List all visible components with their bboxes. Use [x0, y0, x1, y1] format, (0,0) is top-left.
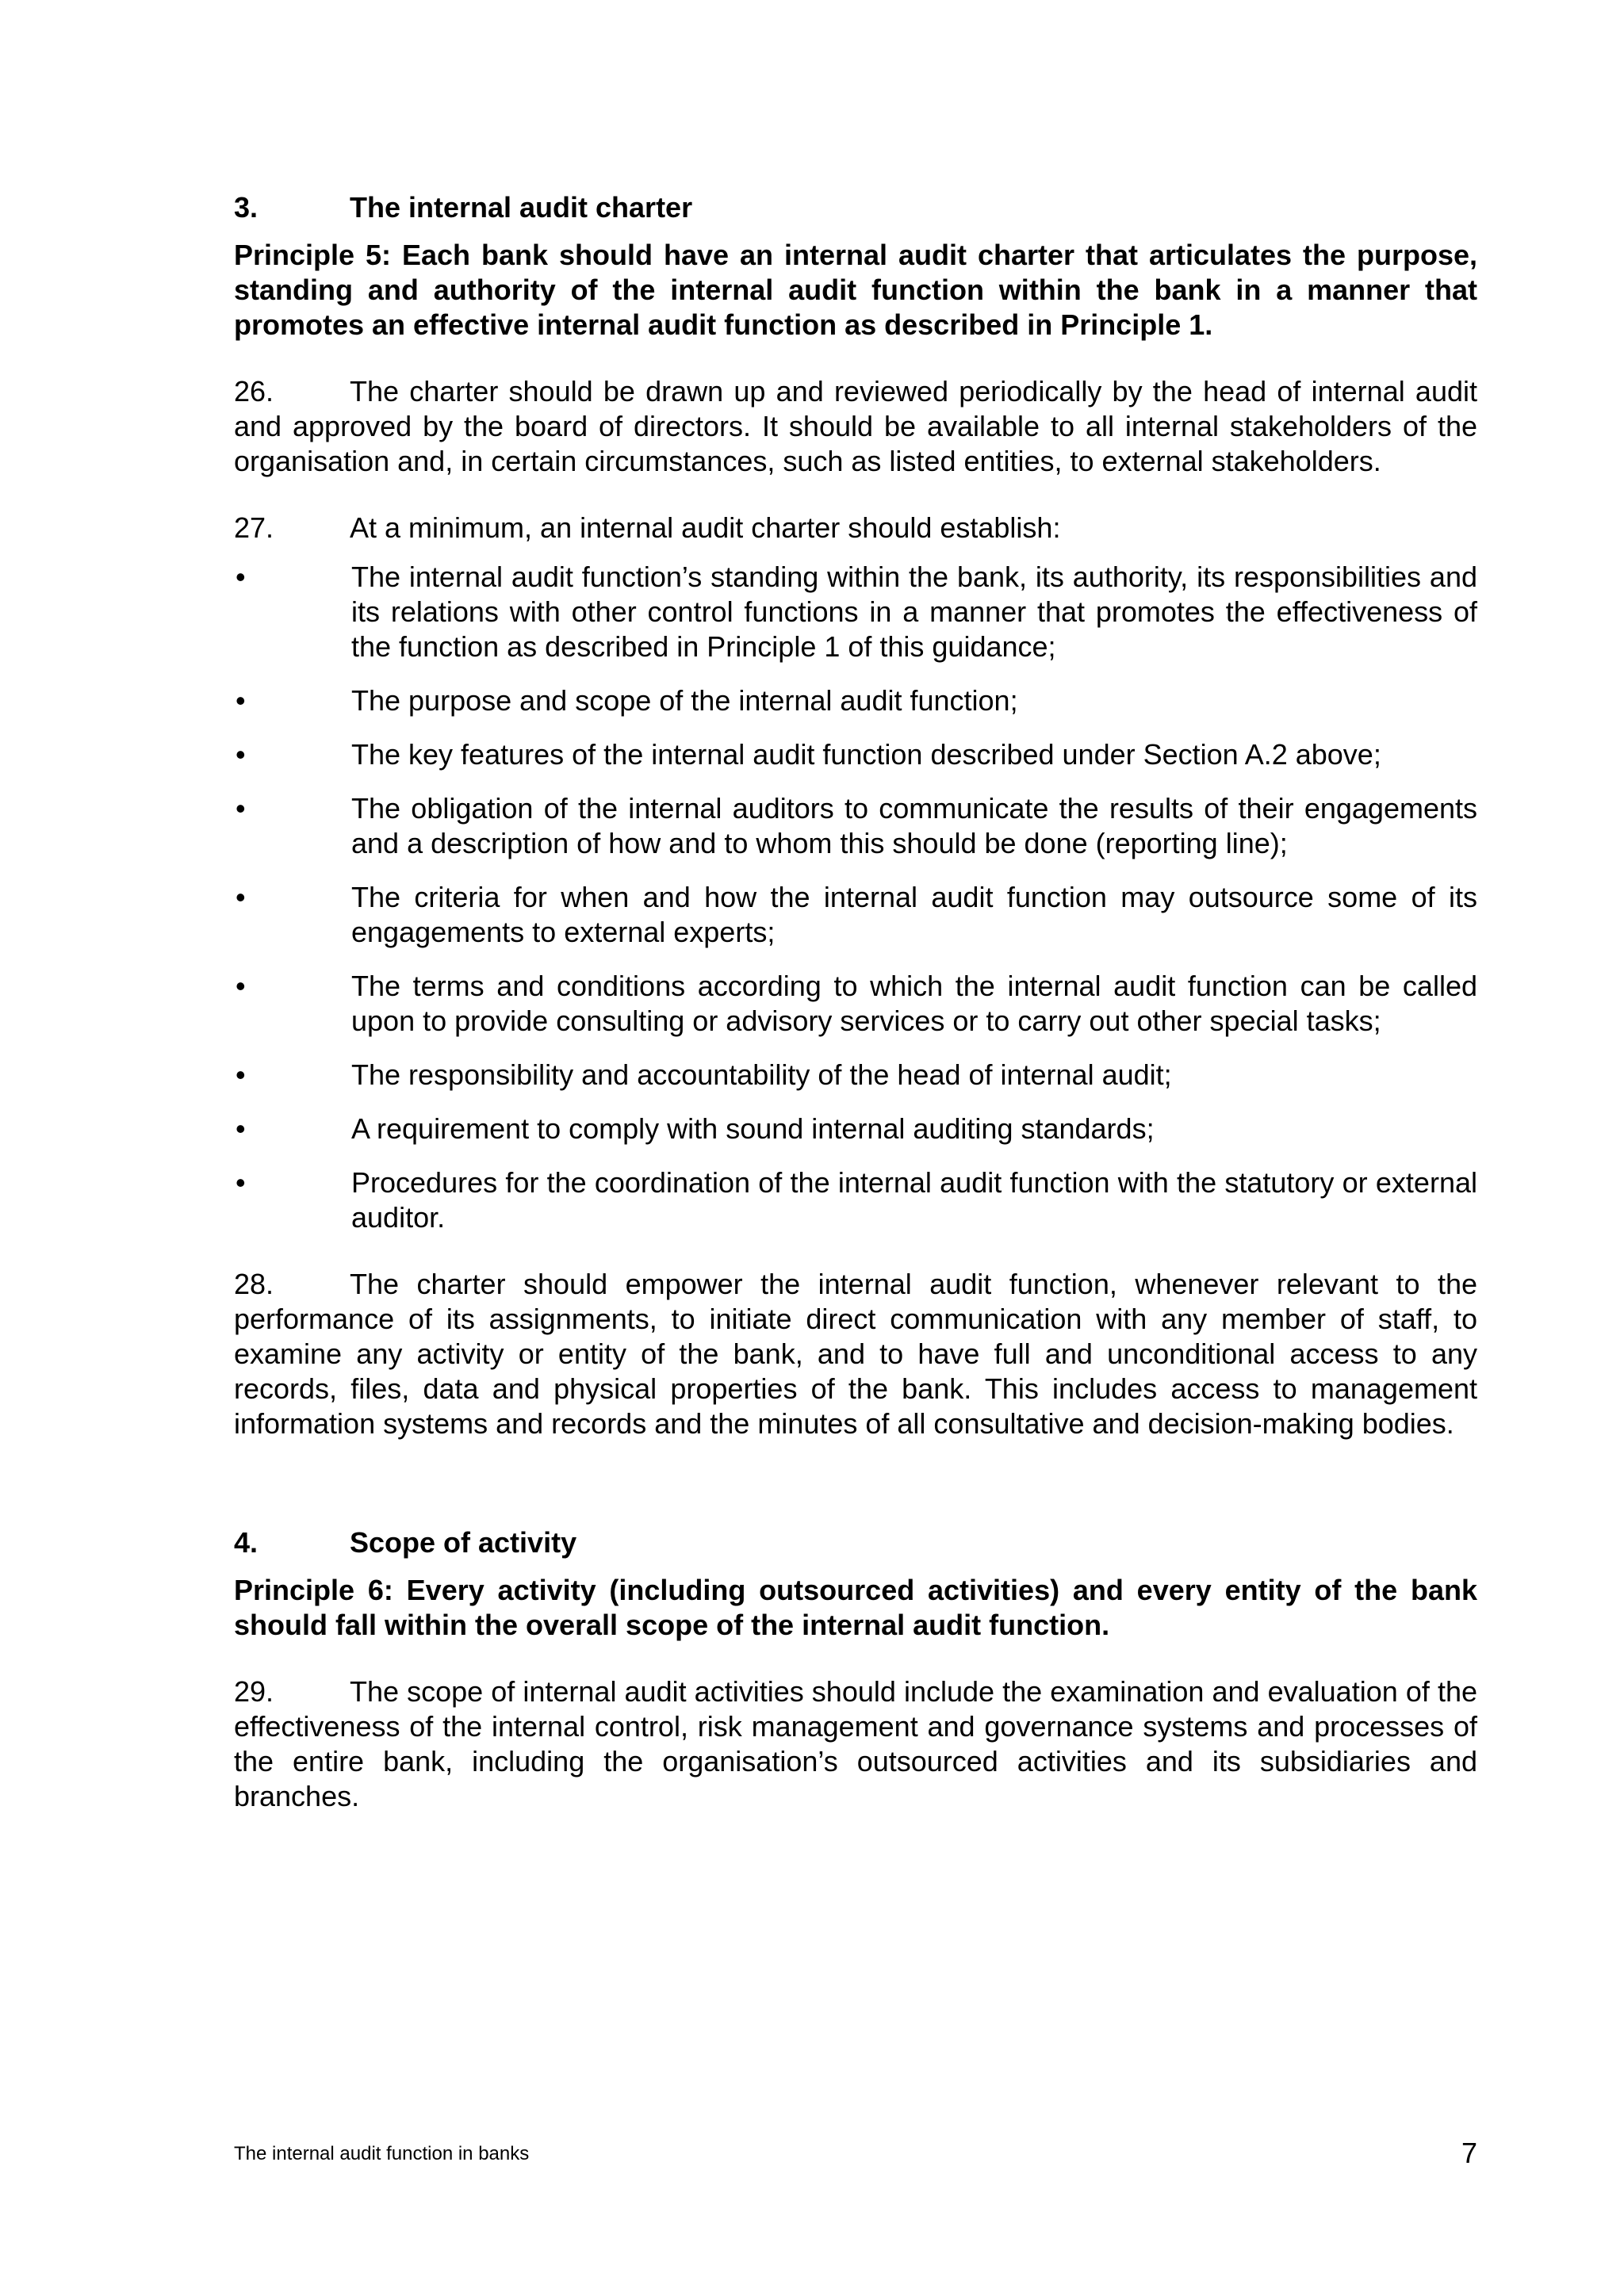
list-item	[234, 880, 1477, 950]
paragraph-29	[234, 1674, 1477, 1814]
bullet-icon: •	[236, 970, 246, 1002]
list-item-text: The obligation of the internal auditors to communicate the results of their engagements and a description of how and to whom this should be done (reporting line);	[351, 792, 1477, 859]
paragraph-29-number: 29.	[234, 1675, 274, 1708]
section-4-heading	[234, 1525, 1477, 1560]
paragraph-27-text: At a minimum, an internal audit charter should establish:	[350, 511, 1061, 544]
list-item-text: The key features of the internal audit function described under Section A.2 above;	[351, 738, 1381, 771]
list-item	[234, 1112, 1477, 1146]
bullet-icon: •	[236, 738, 246, 771]
list-item-text: The criteria for when and how the internal audit function may outsource some of its engagements to external experts;	[351, 881, 1477, 948]
list-item	[234, 1058, 1477, 1093]
bullet-icon: •	[236, 1166, 246, 1199]
paragraph-28	[234, 1267, 1477, 1441]
paragraph-28-text: The charter should empower the internal audit function, whenever relevant to the performance of its assignments, to initiate direct communication with any member of staff, to examine any activity or entity of the bank, and to have full and unconditional access to any records, files, data and physical properties of the bank. This includes access to management information systems and records and the minutes of all consultative and decision-making bodies.	[234, 1268, 1477, 1440]
list-item-text: The purpose and scope of the internal audit function;	[351, 684, 1018, 717]
section-3-heading	[234, 190, 1477, 225]
footer-title: The internal audit function in banks	[234, 2143, 530, 2164]
charter-requirements-list	[234, 560, 1477, 1235]
list-item-text: The terms and conditions according to which the internal audit function can be called upon to provide consulting or advisory services or to carry out other special tasks;	[351, 970, 1477, 1037]
paragraph-29-text: The scope of internal audit activities should include the examination and evaluation of the effectiveness of the internal control, risk management and governance systems and processes of the entire bank, including the organisation’s outsourced activities and its subsidiaries and branches.	[234, 1675, 1477, 1812]
list-item-text: A requirement to comply with sound internal auditing standards;	[351, 1112, 1155, 1145]
list-item-text: The responsibility and accountability of the head of internal audit;	[351, 1058, 1172, 1091]
section-4-title: Scope of activity	[350, 1526, 577, 1559]
bullet-icon: •	[236, 1058, 246, 1091]
bullet-icon: •	[236, 561, 246, 593]
list-item	[234, 737, 1477, 772]
paragraph-26-number: 26.	[234, 375, 274, 408]
bullet-icon: •	[236, 1112, 246, 1145]
paragraph-27	[234, 511, 1477, 545]
list-item-text: Procedures for the coordination of the internal audit function with the statutory or external auditor.	[351, 1166, 1477, 1234]
list-item-text: The internal audit function’s standing within the bank, its authority, its responsibilities and its relations with other control functions in a manner that promotes the effectiveness of the function as described in Principle 1 of this guidance;	[351, 561, 1477, 663]
bullet-icon: •	[236, 792, 246, 825]
bullet-icon: •	[236, 684, 246, 717]
paragraph-26-text: The charter should be drawn up and reviewed periodically by the head of internal audit and approved by the board of directors. It should be available to all internal stakeholders of the organisation and, in certain circumstances, such as listed entities, to external stakeholders.	[234, 375, 1477, 477]
list-item	[234, 1165, 1477, 1235]
page-footer	[234, 2137, 1477, 2169]
list-item	[234, 969, 1477, 1039]
paragraph-28-number: 28.	[234, 1268, 274, 1300]
list-item	[234, 560, 1477, 664]
principle-5: Principle 5: Each bank should have an internal audit charter that articulates the purpose, standing and authority of the internal audit function within the bank in a manner that promotes an effective internal audit function as described in Principle 1.	[234, 239, 1477, 341]
section-3-number: 3.	[234, 191, 259, 224]
paragraph-27-number: 27.	[234, 511, 274, 544]
principle-6: Principle 6: Every activity (including outsourced activities) and every entity of the bank should fall within the overall scope of the internal audit function.	[234, 1574, 1477, 1641]
section-3-title: The internal audit charter	[350, 191, 693, 224]
section-spacer	[234, 1473, 1477, 1525]
section-4-number: 4.	[234, 1526, 259, 1559]
bullet-icon: •	[236, 881, 246, 913]
list-item	[234, 791, 1477, 861]
list-item	[234, 683, 1477, 718]
paragraph-26	[234, 374, 1477, 479]
page-number: 7	[1461, 2137, 1477, 2169]
page-content	[234, 190, 1477, 1846]
